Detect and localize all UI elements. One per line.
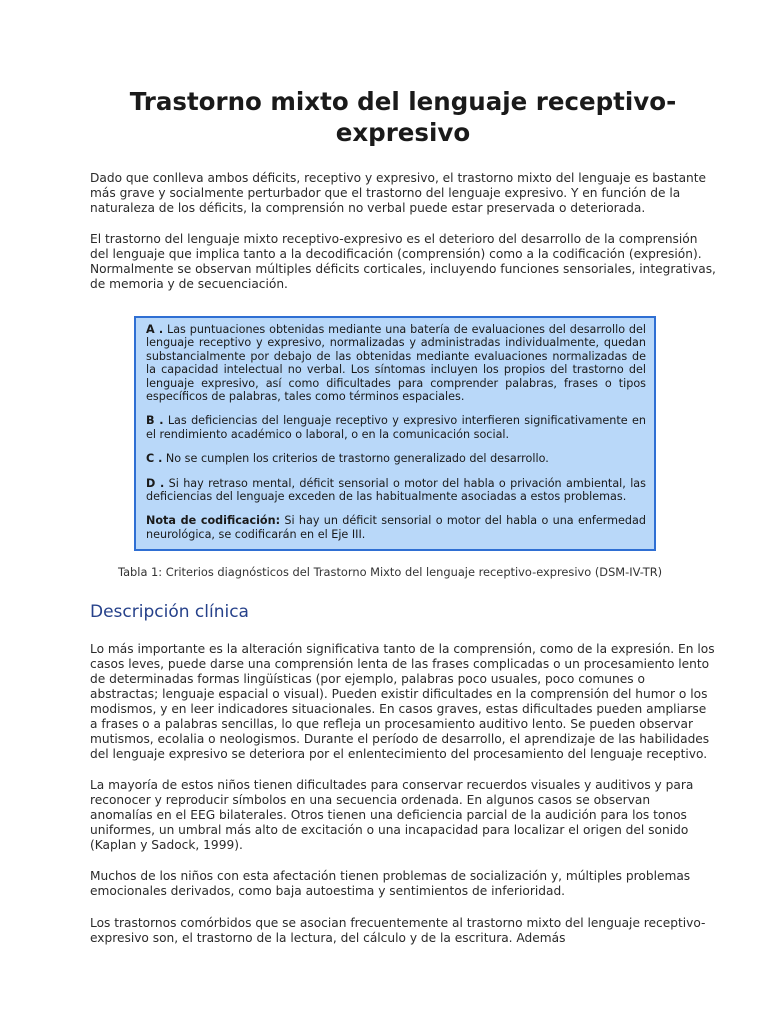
intro-paragraph-2: El trastorno del lenguaje mixto receptivo-expresivo es el deterioro del desarrollo de la comprensión del lenguaje que implica tanto a la decodificación (comprensión) como a la codificación (expresión). Normalmente se observan múltiples déficits corticales, incluyendo funciones sensoriales, integrativas, de memoria y de secuenciación. [90,232,716,291]
table-caption: Tabla 1: Criterios diagnósticos del Trastorno Mixto del lenguaje receptivo-expresivo (DSM-IV-TR) [118,565,663,580]
criterion-c [146,452,646,465]
coding-note [146,514,646,541]
criterion-d [146,477,646,504]
criterion-text: No se cumplen los criterios de trastorno generalizado del desarrollo. [162,452,549,466]
criterion-a [146,323,646,403]
diagnostic-criteria-box [134,316,656,551]
criterion-b [146,414,646,441]
section-heading: Descripción clínica [90,602,249,623]
criterion-text: Las deficiencias del lenguaje receptivo y expresivo interfieren significativamente en el rendimiento académico o laboral, o en la comunicación social. [146,414,646,441]
criterion-text: Las puntuaciones obtenidas mediante una batería de evaluaciones del desarrollo del lenguaje receptivo y expresivo, normalizadas y administradas individualmente, quedan substancialmente por debajo de las obtenidas mediante evaluaciones normalizadas de la capacidad intelectual no verbal. Los síntomas incluyen los propios del trastorno del lenguaje expresivo, así como dificultades para comprender palabras, frases o tipos específicos de palabras, tales como términos espaciales. [146,323,646,404]
body-paragraph-2: La mayoría de estos niños tienen dificultades para conservar recuerdos visuales y auditivos y para reconocer y reproducir símbolos en una secuencia ordenada. En algunos casos se observan anomalías en el EEG bilaterales. Otros tienen una deficiencia parcial de la audición para los tonos uniformes, un umbral más alto de excitación o una incapacidad para localizar el origen del sonido (Kaplan y Sadock, 1999). [90,778,694,853]
coding-note-label: Nota de codificación: [146,514,281,528]
criterion-letter: B . [146,414,164,428]
coding-note-text: Si hay un déficit sensorial o motor del habla o una enfermedad neurológica, se codificarán en el Eje III. [146,514,646,541]
criterion-letter: C . [146,452,163,466]
intro-paragraph-1: Dado que conlleva ambos déficits, receptivo y expresivo, el trastorno mixto del lenguaje es bastante más grave y socialmente perturbador que el trastorno del lenguaje expresivo. Y en función de la naturaleza de los déficits, la comprensión no verbal puede estar preservada o deteriorada. [90,171,707,215]
body-paragraph-4: Los trastornos comórbidos que se asocian frecuentemente al trastorno mixto del lenguaje receptivo-expresivo son, el trastorno de la lectura, del cálculo y de la escritura. Además [90,916,706,946]
document-title: Trastorno mixto del lenguaje receptivo-expresivo [129,87,677,147]
body-paragraph-1: Lo más importante es la alteración significativa tanto de la comprensión, como de la expresión. En los casos leves, puede darse una comprensión lenta de las frases complicadas o un procesamiento lento de determinadas formas lingüísticas (por ejemplo, palabras poco usuales, poco comunes o abstractas; lenguaje espacial o visual). Pueden existir dificultades en la comprensión del humor o los modismos, y en leer indicadores situacionales. En casos graves, estas dificultades pueden ampliarse a frases o a palabras sencillas, lo que refleja un procesamiento auditivo lento. Se pueden observar mutismos, ecolalia o neologismos. Durante el período de desarrollo, el aprendizaje de las habilidades del lenguaje expresivo se deteriora por el enlentecimiento del procesamiento del lenguaje receptivo. [90,642,715,762]
criterion-letter: A . [146,323,164,336]
document-page [90,0,716,946]
body-paragraph-3: Muchos de los niños con esta afectación tienen problemas de socialización y, múltiples problemas emocionales derivados, como baja autoestima y sentimientos de inferioridad. [90,869,691,899]
criterion-letter: D . [146,476,165,490]
criterion-text: Si hay retraso mental, déficit sensorial o motor del habla o privación ambiental, las deficiencias del lenguaje exceden de las habitualmente asociadas a estos problemas. [146,476,646,504]
